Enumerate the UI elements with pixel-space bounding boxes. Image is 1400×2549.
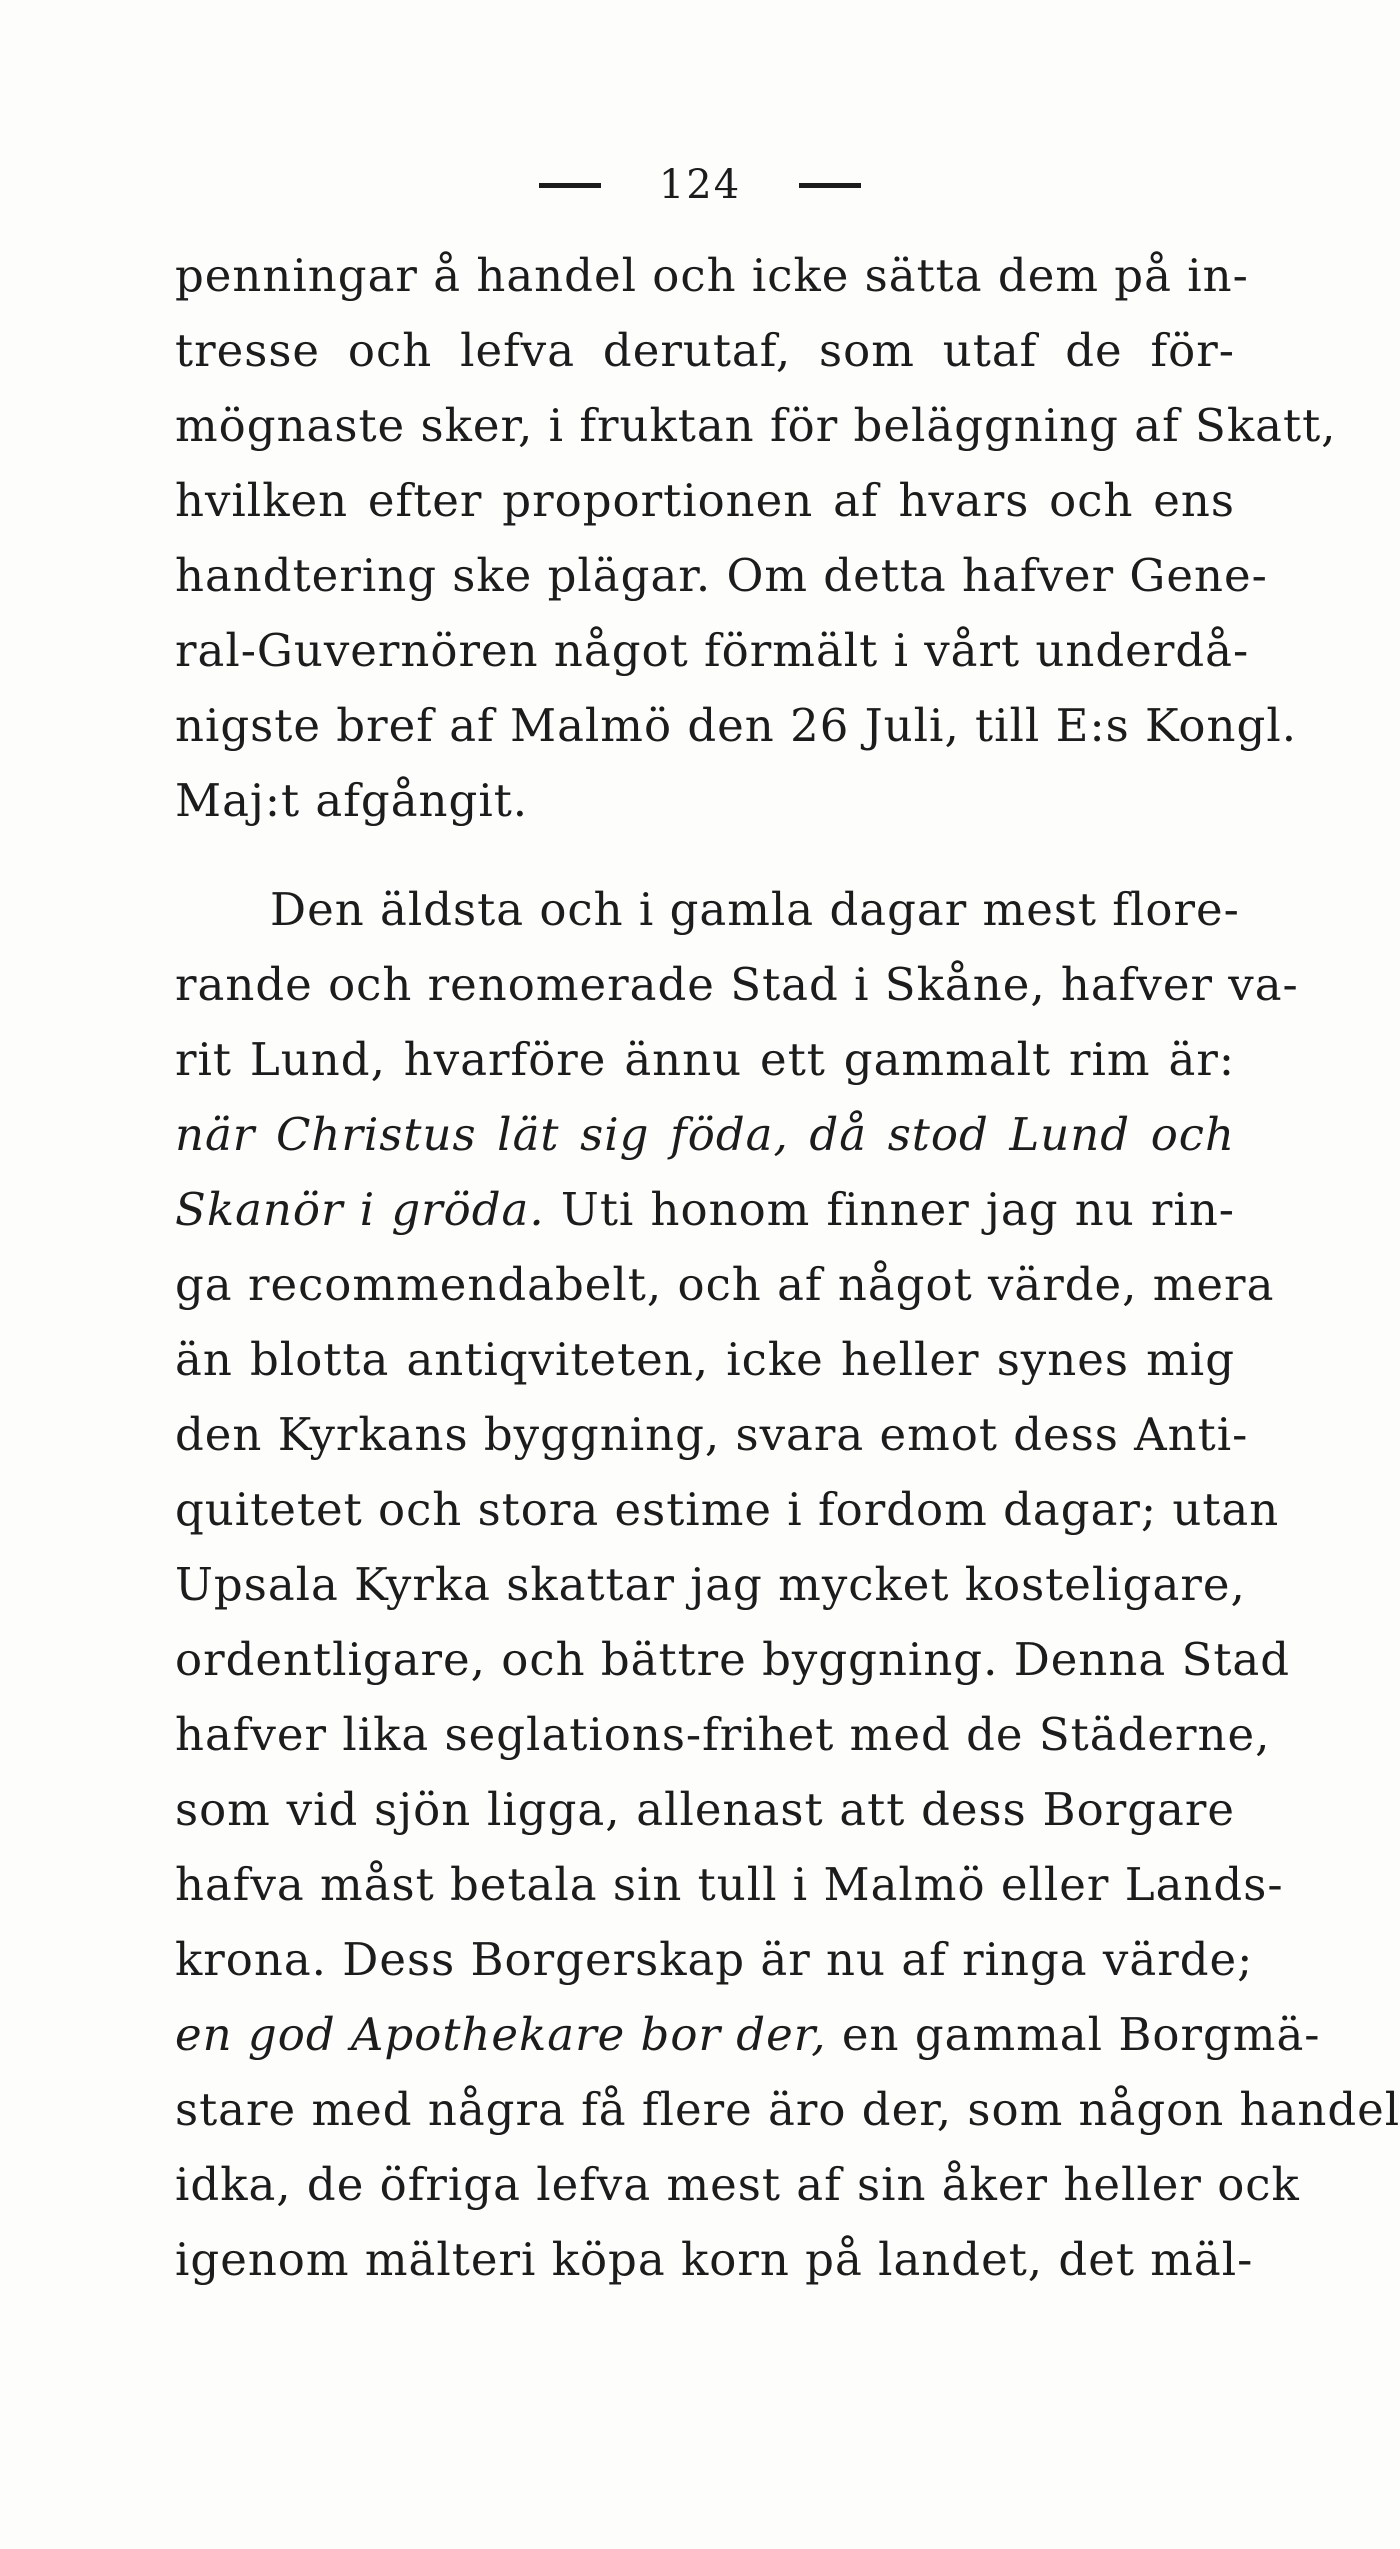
text-segment: penningar å handel och icke sätta dem på in- (175, 249, 1249, 302)
text-line (175, 1322, 1235, 1397)
text-segment: stare med några få flere äro der, som någon handel (175, 2083, 1400, 2136)
text-line (175, 763, 1235, 838)
page-header (0, 150, 1400, 220)
text-segment-italic: Skanör i gröda. (175, 1183, 545, 1236)
text-line (175, 1547, 1246, 1622)
text-line (175, 1172, 1235, 1247)
text-segment: hvilken efter proportionen af hvars och ens (175, 474, 1235, 527)
text-line (175, 1097, 1235, 1172)
text-line (175, 1697, 1271, 1772)
text-line (175, 538, 1268, 613)
text-segment: den Kyrkans byggning, svara emot dess Anti- (175, 1408, 1249, 1461)
text-segment: rit Lund, hvarföre ännu ett gammalt rim är: (175, 1033, 1235, 1086)
text-line (175, 1622, 1291, 1697)
text-line (175, 872, 1240, 947)
text-line (175, 2147, 1300, 2222)
text-line (175, 1772, 1235, 1847)
text-line (175, 2222, 1254, 2297)
text-segment: Uti honom finner jag nu rin- (544, 1183, 1235, 1236)
text-segment: rande och renomerade Stad i Skåne, hafver va- (175, 958, 1299, 1011)
text-segment: quitetet och stora estime i fordom dagar; utan (175, 1483, 1280, 1536)
text-line (175, 1997, 1321, 2072)
text-segment: som vid sjön ligga, allenast att dess Borgare (175, 1783, 1235, 1836)
text-line (175, 688, 1298, 763)
paragraph-2 (175, 872, 1400, 2297)
text-segment: igenom mälteri köpa korn på landet, det mäl- (175, 2233, 1254, 2286)
page-number: 124 (658, 162, 742, 208)
text-line (175, 947, 1299, 1022)
text-line (175, 1247, 1275, 1322)
text-segment: en gammal Borgmä- (826, 2008, 1321, 2061)
text-line (175, 1922, 1254, 1997)
text-line (175, 613, 1250, 688)
text-segment: ral-Guvernören något förmält i vårt underdå- (175, 624, 1250, 677)
header-dash-right (799, 183, 861, 188)
text-segment-italic: en god Apothekare bor der, (175, 2008, 827, 2061)
text-segment: hafva måst betala sin tull i Malmö eller Lands- (175, 1858, 1284, 1911)
text-line (175, 238, 1249, 313)
text-segment: ga recommendabelt, och af något värde, mera (175, 1258, 1275, 1311)
text-segment: Maj:t afgångit. (175, 774, 529, 827)
text-segment-italic: när Christus lät sig föda, då stod Lund och (175, 1108, 1235, 1161)
text-segment: handtering ske plägar. Om detta hafver Gene- (175, 549, 1268, 602)
text-segment: nigste bref af Malmö den 26 Juli, till E:s Kongl. (175, 699, 1298, 752)
text-line (175, 1397, 1249, 1472)
text-segment: Den äldsta och i gamla dagar mest flore- (270, 883, 1240, 936)
text-line (175, 1472, 1280, 1547)
text-line (175, 1022, 1235, 1097)
text-segment: ordentligare, och bättre byggning. Denna Stad (175, 1633, 1291, 1686)
text-segment: idka, de öfriga lefva mest af sin åker heller ock (175, 2158, 1300, 2211)
text-line (175, 463, 1235, 538)
text-segment: krona. Dess Borgerskap är nu af ringa värde; (175, 1933, 1254, 1986)
text-segment: tresse och lefva derutaf, som utaf de för- (175, 324, 1235, 377)
text-segment: hafver lika seglations-frihet med de Städerne, (175, 1708, 1271, 1761)
header-dash-left (539, 183, 601, 188)
paragraph-1 (175, 238, 1337, 838)
text-line (175, 388, 1337, 463)
text-line (175, 313, 1235, 388)
text-segment: Upsala Kyrka skattar jag mycket kosteligare, (175, 1558, 1246, 1611)
text-line (175, 1847, 1284, 1922)
text-line (175, 2072, 1400, 2147)
text-segment: mögnaste sker, i fruktan för beläggning af Skatt, (175, 399, 1337, 452)
text-segment: än blotta antiqviteten, icke heller synes mig (175, 1333, 1235, 1386)
